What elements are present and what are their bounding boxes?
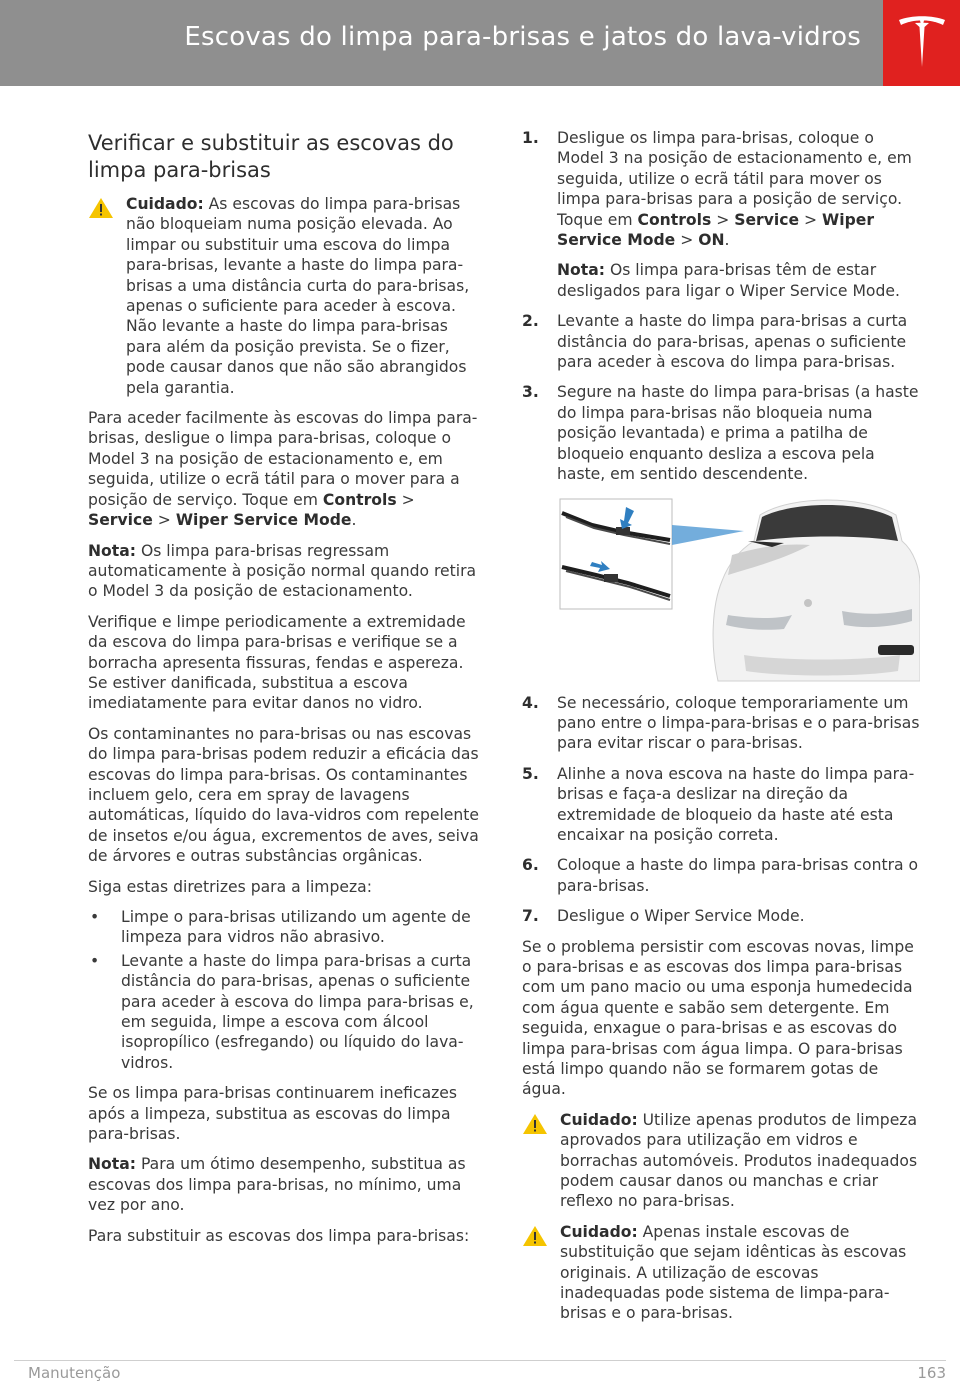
step-number: 6. bbox=[522, 856, 539, 875]
step-item: 1. Desligue os limpa para-brisas, coloque o Model 3 na posição de estacionamento e, em seguida, utilize o ecrã tátil para mover os limpa para-brisas para a posição de serviço. Toque em Controls > Service > Wiper Service Mode > ON. Nota: Os limpa para-brisas têm de estar desligados para ligar o Wiper Service Mode. bbox=[522, 128, 920, 301]
step-number: 3. bbox=[522, 383, 539, 402]
page-title: Escovas do limpa para-brisas e jatos do lava-vidros bbox=[184, 22, 861, 52]
access-paragraph: Para aceder facilmente às escovas do limpa para-brisas, desligue o limpa para-brisas, coloque o Model 3 na posição de estacionamento e, em seguida, utilize o ecrã tátil para o mover para a posição de serviço. Toque em Controls > Service > Wiper Service Mode. bbox=[88, 409, 478, 530]
step-item: 5. Alinhe a nova escova na haste do limpa para-brisas e faça-a deslizar na direção da extremidade de bloqueio da haste até esta encaixar na posição correta. bbox=[522, 764, 915, 844]
warning-triangle-icon bbox=[522, 1225, 548, 1247]
caution-label: Cuidado: bbox=[560, 1222, 638, 1241]
step-item: 4. Se necessário, coloque temporariamente um pano entre o limpa-para-brisas e o para-brisas para evitar riscar o para-brisas. bbox=[522, 693, 920, 753]
note-label: Nota: bbox=[88, 1155, 136, 1174]
replacement-steps-continued bbox=[522, 693, 920, 927]
cleaning-guidelines-list bbox=[88, 907, 480, 1073]
warning-triangle-icon bbox=[522, 1113, 548, 1135]
list-item: • Limpe o para-brisas utilizando um agente de limpeza para vidros não abrasivo. bbox=[90, 908, 471, 947]
note-paragraph: Nota: Os limpa para-brisas regressam automaticamente à posição normal quando retira o Model 3 da posição de estacionamento. bbox=[88, 541, 477, 601]
note-label: Nota: bbox=[557, 261, 605, 280]
controls-term: Controls bbox=[637, 210, 712, 229]
persisting-problem-paragraph: Se o problema persistir com escovas novas, limpe o para-brisas e as escovas dos limpa para-brisas com um pano macio ou uma esponja humedecida com água quente e sabão sem detergente. Em seguida, enxague o para-brisas e as escovas do limpa para-brisas com água limpa. O para-brisas está limpo quando não se formarem gotas de água. bbox=[522, 937, 914, 1099]
caution-block bbox=[88, 194, 480, 398]
caution-block: Cuidado: Utilize apenas produtos de limpeza aprovados para utilização em vidros e borrachas automóveis. Produtos inadequados podem causar danos ou manchas e criar reflexo no para-brisas. bbox=[522, 1110, 920, 1212]
note-paragraph: Nota: Para um ótimo desempenho, substitua as escovas dos limpa para-brisas, no mínimo, uma vez por ano. bbox=[88, 1155, 466, 1215]
guidelines-intro: Siga estas diretrizes para a limpeza: bbox=[88, 877, 372, 896]
page-number: 163 bbox=[917, 1364, 946, 1382]
warning-triangle-icon bbox=[88, 197, 114, 219]
step-item: 7. Desligue o Wiper Service Mode. bbox=[522, 907, 805, 926]
footer-divider bbox=[14, 1360, 946, 1361]
wiper-service-mode-term: Wiper Service Mode bbox=[557, 210, 875, 250]
left-column bbox=[88, 128, 480, 1256]
step-note: Nota: Os limpa para-brisas têm de estar desligados para ligar o Wiper Service Mode. bbox=[557, 261, 900, 300]
step-number: 5. bbox=[522, 764, 539, 783]
step-number: 4. bbox=[522, 693, 539, 712]
inspect-paragraph: Verifique e limpe periodicamente a extremidade da escova do limpa para-brisas e verifique se a borracha apresenta fissuras, fendas e aspereza. Se estiver danificada, substitua a escova imediatamente para evitar danos no vidro. bbox=[88, 612, 466, 713]
footer-section: Manutenção bbox=[28, 1364, 121, 1382]
step-number: 7. bbox=[522, 907, 539, 926]
replacement-steps bbox=[522, 128, 920, 485]
step-item: 6. Coloque a haste do limpa para-brisas contra o para-brisas. bbox=[522, 856, 919, 895]
caution-label: Cuidado: bbox=[560, 1110, 638, 1129]
wiper-service-mode-term: Wiper Service Mode bbox=[175, 511, 352, 530]
section-heading: Verificar e substituir as escovas do limpa para-brisas bbox=[88, 131, 454, 182]
step-item: 2. Levante a haste do limpa para-brisas a curta distância do para-brisas, apenas o suficiente para aceder à escova do limpa para-brisas. bbox=[522, 312, 908, 372]
right-column bbox=[522, 128, 920, 1334]
caution-block: Cuidado: Apenas instale escovas de substituição que sejam idênticas às escovas originais. A utilização de escovas inadequadas pode sistema de limpa-para-brisas e o para-brisas. bbox=[522, 1222, 920, 1324]
page-header bbox=[0, 0, 883, 86]
bullet-mark: • bbox=[90, 951, 100, 970]
step-number: 2. bbox=[522, 312, 539, 331]
controls-term: Controls bbox=[322, 490, 397, 509]
replace-intro: Para substituir as escovas dos limpa para-brisas: bbox=[88, 1226, 470, 1245]
step-number: 1. bbox=[522, 129, 539, 147]
step-item: 3. Segure na haste do limpa para-brisas (a haste do limpa para-brisas não bloqueia numa posição levantada) e prima a patilha de bloqueio enquanto desliza a escova pela haste, em sentido descendente. bbox=[522, 383, 919, 484]
service-term: Service bbox=[734, 210, 800, 229]
tesla-logo-icon bbox=[897, 14, 947, 70]
caution-label: Cuidado: bbox=[126, 195, 204, 213]
wiper-illustration bbox=[522, 495, 920, 683]
service-term: Service bbox=[88, 511, 153, 530]
bullet-mark: • bbox=[90, 908, 100, 926]
ineffective-paragraph: Se os limpa para-brisas continuarem ineficazes após a limpeza, substitua as escovas do limpa para-brisas. bbox=[88, 1084, 458, 1144]
note-label: Nota: bbox=[88, 541, 136, 560]
car-wiper-illustration bbox=[522, 495, 920, 683]
on-term: ON bbox=[698, 231, 725, 250]
tesla-logo-box bbox=[883, 0, 960, 86]
caution-text: As escovas do limpa para-brisas não bloqueiam numa posição elevada. Ao limpar ou substituir uma escova do limpa para-brisas, levante a haste do limpa para-brisas a uma distância curta do para-brisas, apenas o suficiente para aceder à escova. Não levante a haste do limpa para-brisas para além da posição prevista. Se o fizer, pode causar danos que não são abrangidos pela garantia. bbox=[126, 195, 470, 397]
list-item: • Levante a haste do limpa para-brisas a curta distância do para-brisas, apenas o suficiente para aceder à escova do limpa para-brisas e, em seguida, limpe a escova com álcool isopropílico (esfregando) ou líquido do lava-vidros. bbox=[90, 951, 474, 1072]
contaminants-paragraph: Os contaminantes no para-brisas ou nas escovas do limpa para-brisas podem reduzir a eficácia das escovas do limpa para-brisas. Os contaminantes incluem gelo, cera em spray de lavagens automáticas, líquido do lava-vidros com repelente de insetos e/ou água, excrementos de aves, seiva de árvores e outras substâncias orgânicas. bbox=[88, 724, 479, 866]
